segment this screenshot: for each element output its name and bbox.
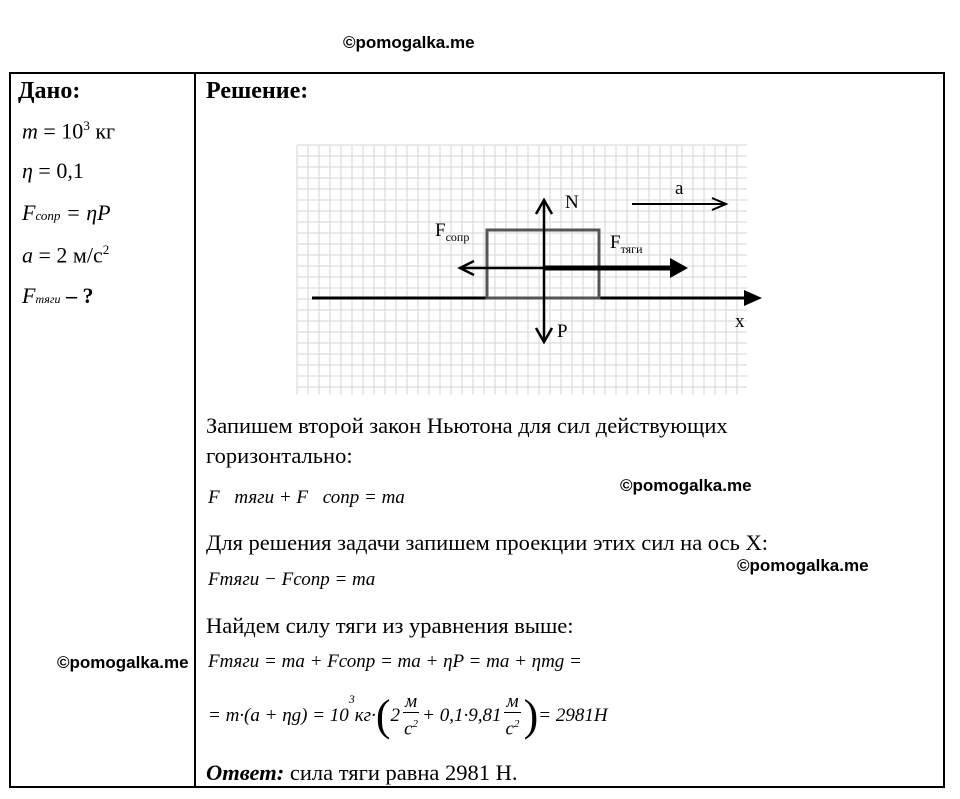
- numeric-start: = m·(a + ηg) = 10: [208, 705, 349, 727]
- eta-value: = 0,1: [38, 158, 84, 183]
- numeric-exp: 3: [348, 692, 355, 706]
- question-subscript: тяги: [35, 292, 61, 306]
- given-question: [22, 283, 94, 309]
- watermark-top: ©pomogalka.me: [343, 33, 475, 52]
- numeric-unit: кг·: [354, 705, 376, 727]
- solution-header: Решение:: [206, 78, 309, 104]
- mass-value: = 10: [43, 118, 84, 144]
- label-f-resistance: $F_{сопр}$: [435, 220, 470, 244]
- numeric-two: 2: [390, 705, 400, 727]
- answer: [206, 760, 518, 786]
- label-n: N: [565, 192, 579, 213]
- fraction-1: [403, 692, 419, 740]
- label-f-traction: $F_{тяги}$: [610, 232, 643, 256]
- answer-label: Ответ:: [206, 760, 285, 785]
- force-subscript: сопр: [35, 208, 61, 223]
- mass-exp: 3: [83, 118, 90, 133]
- force-symbol: F: [22, 200, 36, 225]
- fraction-2: [504, 692, 520, 740]
- given-header: Дано:: [18, 78, 81, 104]
- table-divider: [194, 72, 196, 788]
- question-mark: – ?: [66, 283, 94, 308]
- watermark-middle: ©pomogalka.me: [620, 476, 752, 495]
- fraction-2-num: м: [506, 691, 519, 712]
- fraction-1-num: м: [404, 691, 418, 712]
- watermark-left: ©pomogalka.me: [57, 653, 189, 672]
- equation-numeric: [208, 692, 608, 740]
- equation-traction: Fтяги = ma + Fсопр = ma + ηP = ma + ηmg =: [208, 651, 582, 672]
- label-p: P: [557, 321, 568, 342]
- numeric-result: = 2981H: [538, 705, 608, 727]
- numeric-middle: + 0,1·9,81: [422, 705, 502, 727]
- label-x: x: [735, 311, 745, 332]
- text-line-1: Запишем второй закон Ньютона для сил действующих: [206, 413, 728, 438]
- text-line-2: горизонтально:: [206, 443, 353, 468]
- given-force-resistance: [22, 200, 111, 226]
- acc-value: = 2 м/с: [38, 242, 103, 268]
- fraction-2-den: $с^2$: [505, 718, 520, 740]
- acc-symbol: a: [22, 242, 33, 268]
- force-diagram: [292, 140, 762, 400]
- label-a: a: [675, 178, 684, 199]
- given-mass: [22, 118, 115, 144]
- eta-symbol: η: [22, 158, 33, 183]
- given-acceleration: [22, 242, 109, 268]
- equation-vector: F⃗тяги + F⃗сопр = ma⃗: [208, 487, 420, 508]
- question-symbol: F: [22, 283, 36, 308]
- mass-symbol: m: [22, 118, 38, 144]
- force-value: = ηP: [65, 200, 111, 225]
- fraction-1-den: $с^2$: [404, 718, 419, 740]
- answer-text: сила тяги равна 2981 Н.: [284, 760, 518, 785]
- close-paren: ): [523, 691, 539, 741]
- traction-force-arrowhead: [670, 258, 688, 278]
- watermark-right: ©pomogalka.me: [737, 556, 869, 575]
- given-eta: [22, 158, 84, 184]
- equation-projection: Fтяги − Fсопр = ma: [208, 569, 376, 590]
- text-line-3: Для решения задачи запишем проекции этих сил на ось X:: [206, 530, 768, 555]
- x-axis-arrowhead: [744, 290, 762, 306]
- text-line-4: Найдем силу тяги из уравнения выше:: [206, 613, 574, 638]
- acc-exp: 2: [102, 242, 110, 257]
- open-paren: (: [375, 691, 391, 741]
- mass-unit: кг: [89, 118, 116, 144]
